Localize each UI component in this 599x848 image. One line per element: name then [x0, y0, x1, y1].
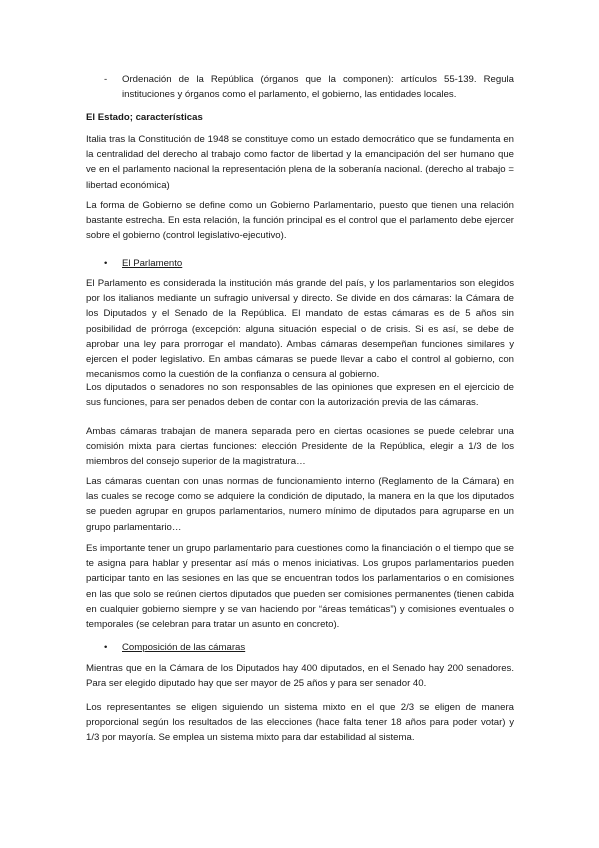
paragraph-parlamento: El Parlamento es considerada la institución más grande del país, y los parlamentarios son elegidos por los italianos mediante un sufragio universal y directo. Se divide en dos cámaras: la Cámara de los Diputados y el Senado de la República. El mandato de estas cámaras es de 5 años sin posibilidad de prórroga (excepción: alguna situación especial o de crisis. Si es así, se debe de aprobar una ley para prorrogar el mandato). Ambas cámaras desempeñan funciones similares y ejercen el poder legislativo. En ambas cámaras se puede llevar a cabo el control al gobierno, con mecanismos como la cuestión de la confianza o censura al gobierno.: [86, 278, 514, 381]
paragraph-sistema-electoral: Los representantes se eligen siguiendo un sistema mixto en el que 2/3 se eligen de manera proporcional según los resultados de las elecciones (hace falta tener 18 años para poder votar) y 1/3 por mayoría. Se emplea un sistema mixto para dar estabilidad al sistema.: [86, 702, 514, 744]
paragraph-comision-mixta: Ambas cámaras trabajan de manera separada pero en ciertas ocasiones se puede celebrar una comisión mixta para ciertas funciones: elección Presidente de la República, elegir a 1/3 de los miembros del consejo superior de la magistratura…: [86, 426, 514, 468]
section-heading-estado: El Estado; características: [86, 112, 203, 123]
bullet-icon: •: [104, 258, 108, 269]
paragraph-numero-diputados: Mientras que en la Cámara de los Diputados hay 400 diputados, en el Senado hay 200 senadores. Para ser elegido diputado hay que ser mayor de 25 años y para ser senador 40.: [86, 663, 514, 690]
paragraph-constitucion: Italia tras la Constitución de 1948 se constituye como un estado democrático que se fundamenta en la centralidad del derecho al trabajo como factor de libertad y la emancipación del ser humano que ve en el parlamento nacional la representación plena de la soberanía nacional. (derecho al trabajo = libertad económica): [86, 134, 514, 191]
bullet-icon: •: [104, 642, 108, 653]
dash-marker: -: [104, 74, 108, 85]
bullet-parlamento: [104, 256, 182, 271]
subheading-parlamento: El Parlamento: [122, 258, 183, 269]
paragraph-diputados-responsabilidad: Los diputados o senadores no son responsables de las opiniones que expresen en el ejercicio de sus funciones, para ser penados deben de contar con la autorización previa de las cámaras.: [86, 382, 514, 409]
paragraph-forma-gobierno: La forma de Gobierno se define como un Gobierno Parlamentario, puesto que tienen una relación bastante estrecha. En esta relación, la función principal es el control que el parlamento debe ejercer sobre el gobierno (control legislativo-ejecutivo).: [86, 200, 514, 242]
subheading-composicion: Composición de las cámaras: [122, 642, 246, 653]
list-item-ordenacion: [104, 72, 514, 102]
list-item-text: Ordenación de la República (órganos que la componen): artículos 55-139. Regula instituciones y órganos como el parlamento, el gobierno, las entidades locales.: [122, 74, 514, 101]
paragraph-grupo-parlamentario: Es importante tener un grupo parlamentario para cuestiones como la financiación o el tiempo que se te asigna para hablar y presentar así más o menos iniciativas. Los grupos parlamentarios pueden participar tanto en las sesiones en las que se encuentran todos los parlamentarios o en comisiones en las que solo se reúnen ciertos diputados que pueden ser comisiones permanentes (tienen cabida en cualquier gobierno siempre y se van haciendo por “áreas temáticas”) y comisiones eventuales o temporales (se celebran para tratar un asunto en concreto).: [86, 543, 514, 631]
bullet-composicion: [104, 640, 245, 655]
paragraph-normas-funcionamiento: Las cámaras cuentan con unas normas de funcionamiento interno (Reglamento de la Cámara) en las cuales se recoge como se adquiere la condición de diputado, la manera en la que los diputados se pueden agrupar en grupos parlamentarios, numero mínimo de diputados para agruparse en un grupo parlamentario…: [86, 476, 514, 533]
